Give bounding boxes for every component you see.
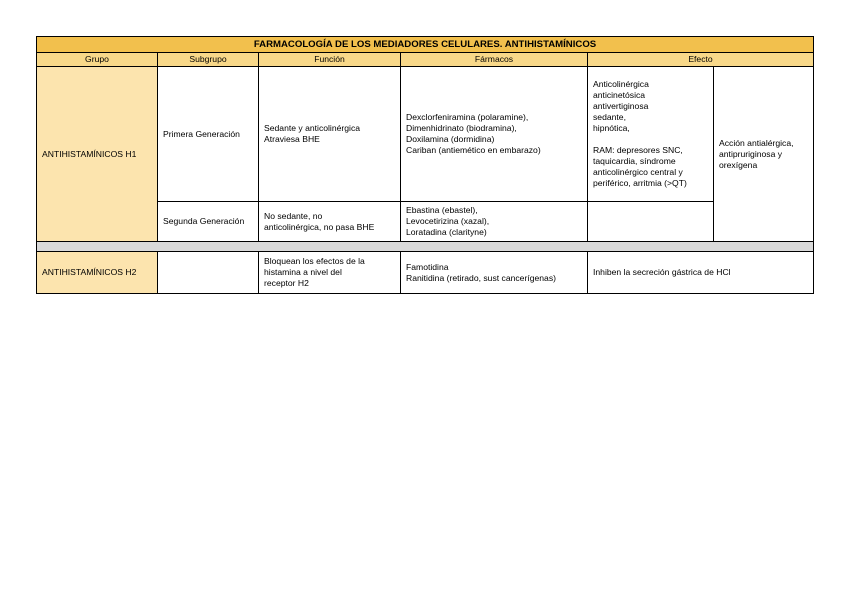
table-row	[37, 252, 814, 294]
cell-line: Loratadina (clarityne)	[406, 227, 487, 237]
cell-line: RAM: depresores SNC,	[593, 145, 683, 155]
subgroup-h2	[158, 252, 259, 294]
separator-cell	[37, 242, 814, 252]
header-funcion: Función	[259, 53, 401, 67]
cell-line: antipruriginosa y	[719, 148, 783, 159]
header-farmacos: Fármacos	[401, 53, 588, 67]
cell-line: histamina a nivel del	[264, 267, 342, 277]
cell-line: Famotidina	[406, 261, 449, 272]
cell-line: anticinetósica	[593, 90, 646, 100]
cell-line: periférico, arritmia (>QT)	[593, 178, 687, 188]
cell-line: Cariban (antiemético en embarazo)	[406, 145, 541, 155]
group-h1: ANTIHISTAMÍNICOS H1	[37, 67, 158, 242]
cell-line: Anticolinérgica	[593, 79, 649, 89]
cell-line: sedante,	[593, 112, 626, 122]
cell-line: Dimenhidrinato (biodramina),	[406, 123, 517, 133]
subgroup-segunda: Segunda Generación	[158, 202, 259, 242]
cell-line: Ebastina (ebastel),	[406, 205, 478, 215]
accion-h1	[714, 67, 814, 242]
cell-line: Levocetirizina (xazal),	[406, 216, 490, 226]
group-h2: ANTIHISTAMÍNICOS H2	[37, 252, 158, 294]
header-efecto: Efecto	[588, 53, 814, 67]
cell-line: anticolinérgica, no pasa BHE	[264, 221, 375, 232]
cell-line: Atraviesa BHE	[264, 134, 320, 144]
cell-line: taquicardia, síndrome	[593, 156, 676, 166]
table-title: FARMACOLOGÍA DE LOS MEDIADORES CELULARES. ANTIHISTAMÍNICOS	[37, 37, 814, 53]
header-row	[37, 53, 814, 67]
header-subgrupo: Subgrupo	[158, 53, 259, 67]
farmacos-segunda	[401, 202, 588, 242]
cell-line: Sedante y anticolinérgica	[264, 123, 361, 133]
cell-line: Bloquean los efectos de la	[264, 256, 365, 266]
cell-line: No sedante, no	[264, 210, 323, 221]
funcion-primera	[259, 67, 401, 202]
cell-line: Dexclorfeniramina (polaramine),	[406, 112, 529, 122]
efecto-primera	[588, 67, 714, 202]
funcion-h2	[259, 252, 401, 294]
efecto-h2: Inhiben la secreción gástrica de HCl	[588, 252, 814, 294]
cell-line: receptor H2	[264, 278, 309, 288]
title-row	[37, 37, 814, 53]
separator-row	[37, 242, 814, 252]
table-row	[37, 67, 814, 202]
cell-line: antivertiginosa	[593, 101, 649, 111]
cell-line: Doxilamina (dormidina)	[406, 134, 495, 144]
antihistamines-table	[36, 36, 814, 294]
farmacos-h2	[401, 252, 588, 294]
cell-line: Ranitidina (retirado, sust cancerígenas)	[406, 272, 556, 283]
subgroup-primera: Primera Generación	[158, 67, 259, 202]
funcion-segunda	[259, 202, 401, 242]
cell-line: orexígena	[719, 159, 758, 170]
header-grupo: Grupo	[37, 53, 158, 67]
cell-line: Acción antialérgica,	[719, 137, 794, 148]
cell-line: anticolinérgico central y	[593, 167, 683, 177]
farmacos-primera	[401, 67, 588, 202]
cell-line: hipnótica,	[593, 123, 630, 133]
efecto-segunda	[588, 202, 714, 242]
